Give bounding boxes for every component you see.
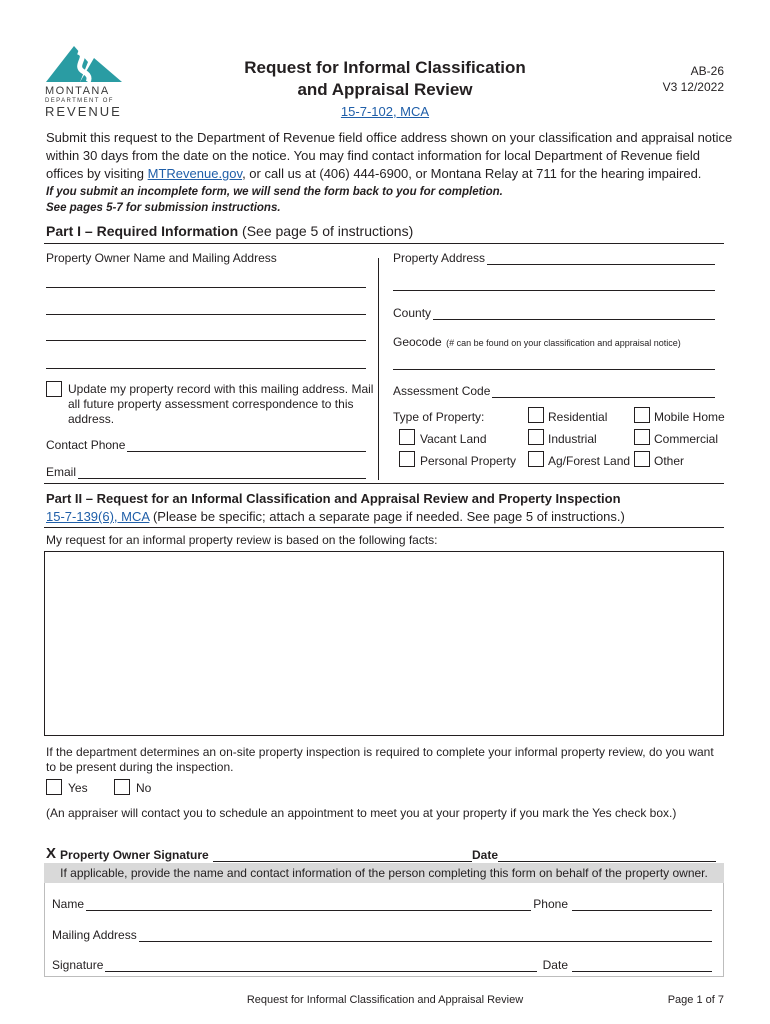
inspection-yes-checkbox[interactable]: [46, 779, 62, 795]
form-version: V3 12/2022: [662, 80, 724, 94]
incomplete-notice: If you submit an incomplete form, we will send the form back to you for completion.: [46, 186, 503, 198]
industrial-checkbox[interactable]: [528, 429, 544, 445]
submission-notice: See pages 5-7 for submission instructions.: [46, 202, 281, 214]
form-title-line2: and Appraisal Review: [297, 80, 473, 99]
owner-signature-field[interactable]: [46, 845, 716, 862]
preparer-signature-line[interactable]: [105, 962, 536, 972]
email-line[interactable]: [78, 469, 366, 479]
part2-statute-link[interactable]: 15-7-139(6), MCA: [46, 509, 150, 524]
update-record-label: Update my property record with this mailing address. Mail all future property assessment correspondence to this address.: [68, 382, 374, 426]
geocode-label: Geocode: [393, 335, 442, 349]
inspection-no-label: No: [136, 781, 152, 795]
property-address-label: Property Address: [393, 251, 486, 265]
statute-link[interactable]: 15-7-102, MCA: [340, 104, 430, 119]
form-id: AB-26: [690, 64, 724, 78]
signature-x-mark: X: [46, 845, 57, 862]
mountain-logo-icon: [44, 44, 124, 86]
preparer-phone-line[interactable]: [572, 901, 712, 911]
footer-title: Request for Informal Classification and Appraisal Review: [246, 994, 524, 1006]
owner-line-1[interactable]: [46, 287, 366, 288]
other-checkbox[interactable]: [634, 451, 650, 467]
assessment-code-line[interactable]: [492, 388, 715, 398]
owner-line-2[interactable]: [46, 314, 366, 315]
part1-heading: [46, 223, 413, 239]
preparer-name-field[interactable]: [52, 897, 712, 911]
montana-dor-logo: [44, 44, 124, 118]
owner-name-label: Property Owner Name and Mailing Address: [46, 251, 277, 265]
email-label: Email: [46, 465, 77, 479]
personal-property-label: Personal Property: [420, 454, 517, 468]
preparer-date-label: Date: [542, 958, 568, 972]
intro-paragraph: [46, 129, 736, 183]
geocode-line[interactable]: [393, 369, 715, 370]
contact-phone-line[interactable]: [127, 442, 366, 452]
preparer-date-line[interactable]: [572, 962, 712, 972]
inspection-yes-label: Yes: [68, 781, 88, 795]
contact-phone-label: Contact Phone: [46, 438, 126, 452]
preparer-address-line[interactable]: [139, 932, 712, 942]
part2-subheading: [46, 509, 625, 524]
assessment-code-field[interactable]: [393, 384, 715, 398]
intro-text-2: , or call us at (406) 444-6900, or Montana Relay at 711 for the hearing impaired.: [242, 166, 702, 181]
type-of-property-label: Type of Property:: [393, 410, 485, 424]
commercial-checkbox[interactable]: [634, 429, 650, 445]
preparer-name-label: Name: [52, 897, 85, 911]
geocode-note: (# can be found on your classification and appraisal notice): [446, 338, 681, 348]
preparer-signature-field[interactable]: [52, 958, 712, 972]
logo-revenue-text: REVENUE: [45, 104, 122, 119]
vacant-land-checkbox[interactable]: [399, 429, 415, 445]
mtrevenue-link[interactable]: MTRevenue.gov: [147, 166, 243, 181]
geocode-field: [393, 333, 723, 351]
facts-textarea[interactable]: [44, 551, 724, 736]
residential-checkbox[interactable]: [528, 407, 544, 423]
property-address-line-2[interactable]: [393, 290, 715, 291]
owner-line-3[interactable]: [46, 340, 366, 341]
logo-montana-text: MONTANA: [45, 85, 110, 97]
email-field[interactable]: [46, 465, 366, 479]
assessment-code-label: Assessment Code: [393, 384, 491, 398]
industrial-label: Industrial: [548, 432, 597, 446]
form-title-line1: Request for Informal Classification: [244, 58, 526, 77]
owner-line-4[interactable]: [46, 368, 366, 369]
preparer-phone-label: Phone: [533, 897, 568, 911]
commercial-label: Commercial: [654, 432, 719, 446]
mobile-home-label: Mobile Home: [654, 410, 725, 424]
part1-top-rule: [44, 243, 724, 244]
county-line[interactable]: [433, 310, 715, 320]
property-address-line[interactable]: [487, 255, 715, 265]
owner-signature-line[interactable]: [213, 852, 472, 862]
inspection-no-checkbox[interactable]: [114, 779, 130, 795]
owner-date-label: Date: [471, 848, 498, 862]
update-record-checkbox[interactable]: [46, 381, 62, 397]
preparer-address-field[interactable]: [52, 928, 712, 942]
part1-heading-rest: (See page 5 of instructions): [238, 223, 414, 239]
county-label: County: [393, 306, 432, 320]
part2-top-rule: [44, 483, 724, 484]
mobile-home-checkbox[interactable]: [634, 407, 650, 423]
preparer-signature-label: Signature: [52, 958, 104, 972]
vacant-land-label: Vacant Land: [420, 432, 487, 446]
intro-text-1: Submit this request to the Department of Revenue field office address shown on your classification and appraisal notice within 30 days from the date on the notice. You may find contact information for local Department of Revenue field offices by visiting: [46, 130, 733, 181]
logo-department-text: DEPARTMENT OF: [45, 98, 114, 104]
ag-forest-land-label: Ag/Forest Land: [548, 454, 631, 468]
preparer-name-line[interactable]: [86, 901, 531, 911]
preparer-address-label: Mailing Address: [52, 928, 137, 942]
part1-column-divider: [378, 258, 379, 480]
ag-forest-land-checkbox[interactable]: [528, 451, 544, 467]
appraiser-note: (An appraiser will contact you to schedule an appointment to meet you at your property if you mark the Yes check box.): [46, 806, 677, 820]
residential-label: Residential: [548, 410, 608, 424]
footer-page-number: Page 1 of 7: [667, 994, 724, 1006]
owner-date-line[interactable]: [498, 852, 716, 862]
county-field[interactable]: [393, 306, 715, 320]
inspection-question: If the department determines an on-site property inspection is required to complete your informal property review, do you want to be present during the inspection.: [46, 745, 714, 774]
owner-signature-label: Property Owner Signature: [60, 848, 209, 862]
preparer-banner: If applicable, provide the name and contact information of the person completing this form on behalf of the property owner.: [44, 863, 724, 883]
part2-heading: Part II – Request for an Informal Classification and Appraisal Review and Property Inspection: [46, 491, 621, 506]
part2-heading-rest: (Please be specific; attach a separate page if needed. See page 5 of instructions.): [149, 509, 625, 524]
part1-heading-bold: Part I – Required Information: [46, 223, 239, 239]
facts-label: My request for an informal property review is based on the following facts:: [46, 533, 438, 547]
other-label: Other: [654, 454, 685, 468]
contact-phone-field[interactable]: [46, 438, 366, 452]
personal-property-checkbox[interactable]: [399, 451, 415, 467]
property-address-field[interactable]: [393, 251, 715, 265]
part2-rule: [44, 527, 724, 528]
